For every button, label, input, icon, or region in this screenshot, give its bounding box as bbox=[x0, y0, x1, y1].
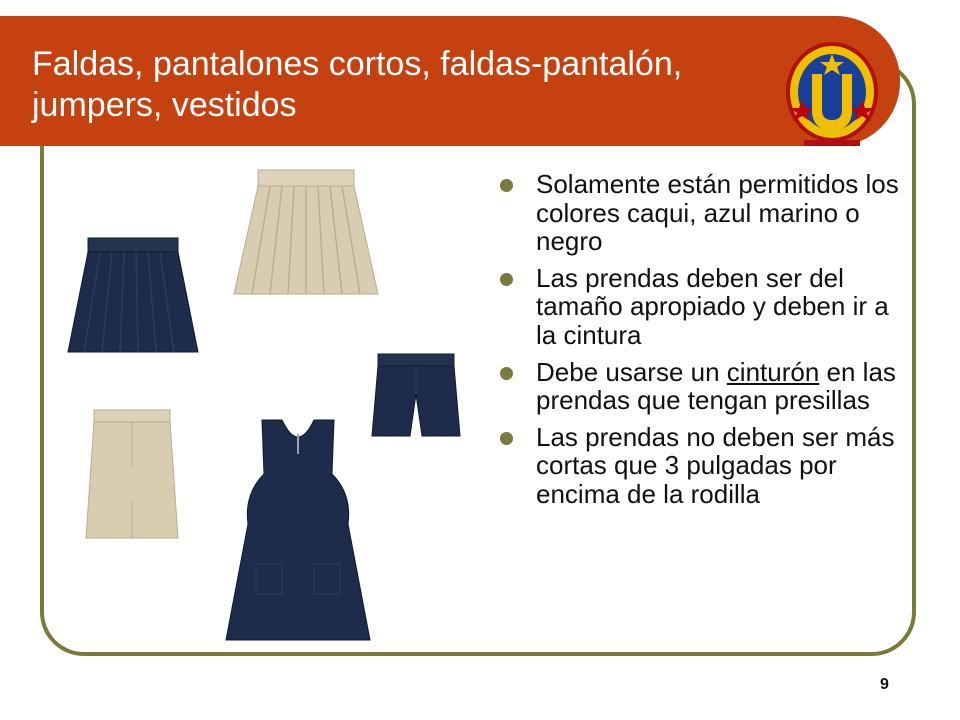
navy-pleated-skirt-image bbox=[62, 234, 204, 358]
bullet-text: Solamente están permitidos los colores caqui, azul marino o negro bbox=[536, 169, 899, 257]
bullet-belt bbox=[500, 358, 900, 415]
bullet-text-post: en las prendas que tengan presillas bbox=[536, 356, 896, 416]
slide-title: Faldas, pantalones cortos, faldas-pantalón, jumpers, vestidos bbox=[32, 45, 683, 125]
bullet-dot bbox=[500, 179, 513, 192]
bullet-text-pre: Debe usarse un bbox=[536, 356, 727, 387]
bullet-dot bbox=[500, 367, 513, 380]
navy-shorts-image bbox=[368, 350, 464, 442]
title-band bbox=[0, 16, 900, 146]
bullet-text: Las prendas no deben ser más cortas que 3 pulgadas por encima de la rodilla bbox=[536, 421, 895, 509]
bullet-dot bbox=[500, 273, 513, 286]
bullet-length bbox=[500, 423, 900, 509]
khaki-pleated-skirt-image bbox=[226, 166, 386, 300]
bullet-list bbox=[500, 170, 900, 517]
bullet-colors bbox=[500, 170, 900, 256]
navy-jumper-dress-image bbox=[218, 414, 378, 646]
khaki-straight-skirt-image bbox=[80, 406, 184, 544]
belt-underlined-word: cinturón bbox=[726, 356, 820, 387]
bullet-text: Las prendas deben ser del tamaño apropiado y deben ir a la cintura bbox=[536, 262, 889, 350]
bullet-dot bbox=[500, 432, 513, 445]
page-number: 9 bbox=[880, 676, 889, 693]
bullet-size bbox=[500, 264, 900, 350]
school-crest-logo bbox=[784, 40, 880, 152]
